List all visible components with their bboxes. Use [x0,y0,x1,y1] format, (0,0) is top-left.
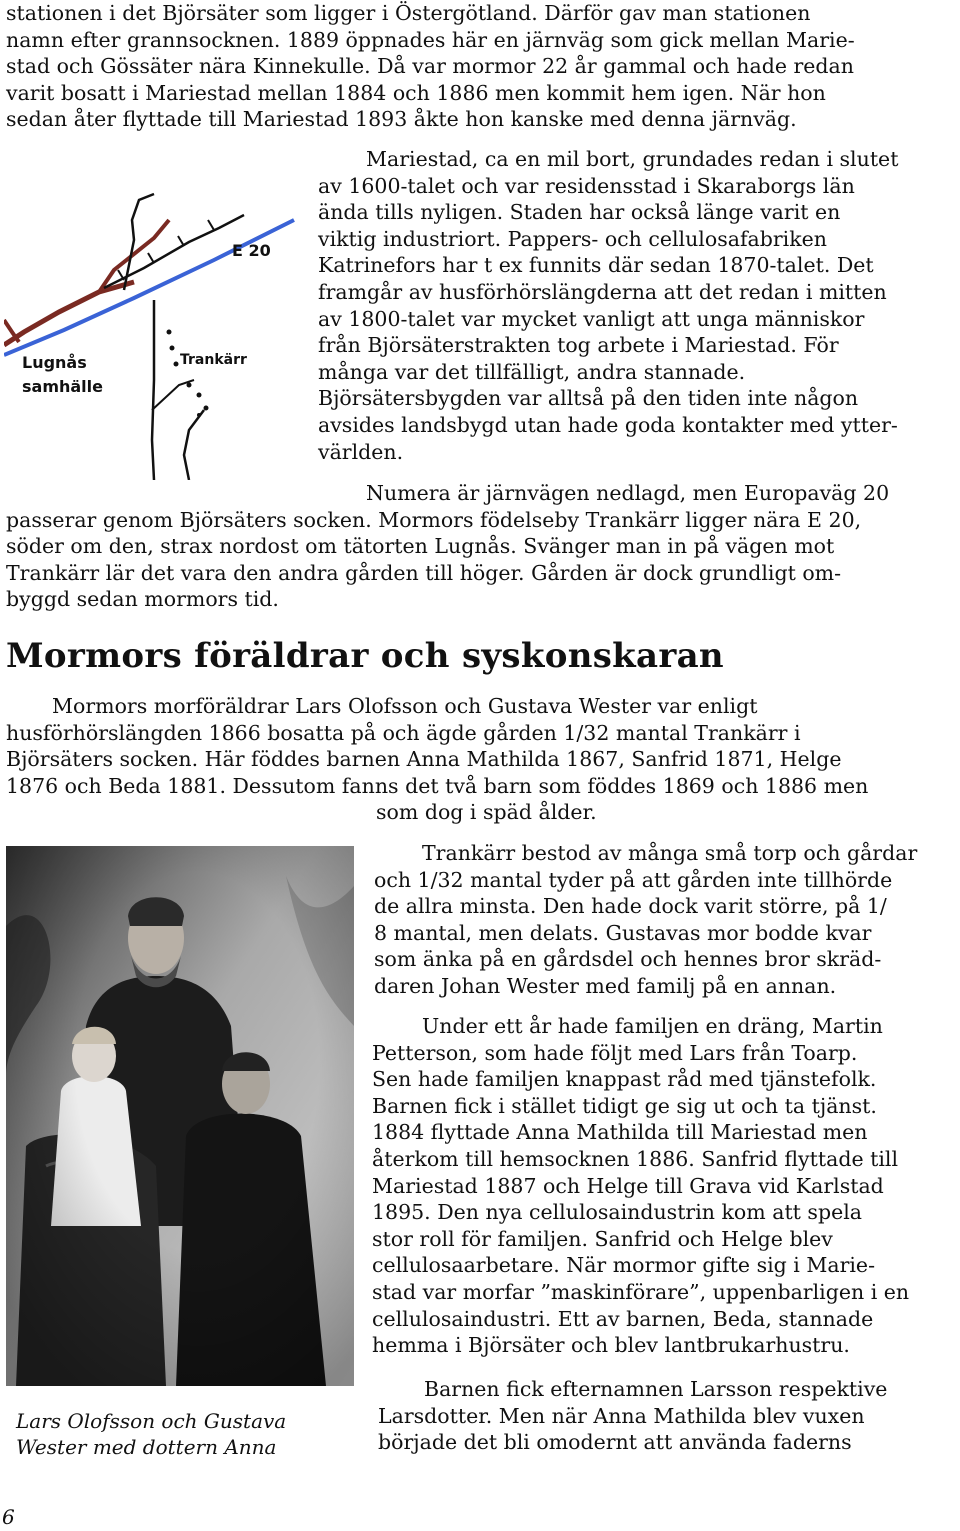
text-line: många var det tillfälligt, andra stannade. [318,359,746,384]
text-line: husförhörslängden 1866 bosatta på och ägde gården 1/32 mantal Trankärr i [6,720,801,745]
text-line: byggd sedan mormors tid. [6,587,279,612]
text-line: återkom till hemsocknen 1886. Sanfrid flyttade till [372,1146,899,1171]
south-road [152,300,154,480]
surname-paragraph [378,1376,938,1456]
text-line: började det bli omodernt att använda faderns [378,1430,852,1455]
text-line: Björsäters socken. Här föddes barnen Anna Mathilda 1867, Sanfrid 1871, Helge [6,747,842,772]
caption-line: Wester med dottern Anna [16,1435,277,1459]
text-line: cellulosaarbetare. När mormor gifte sig i Marie- [372,1253,875,1278]
family-photo-drawing [6,846,354,1386]
text-line: stad och Gössäter nära Kinnekulle. Då var mormor 22 år gammal och hade redan [6,54,854,79]
town-label-line1: Lugnås [22,353,87,372]
old-railway-line [4,282,134,345]
text-line: som dog i späd ålder. [376,800,597,825]
text-line: Mariestad, ca en mil bort, grundades redan i slutet [366,147,899,171]
family-paragraph [372,1013,958,1359]
village-label: Trankärr [180,352,247,368]
text-line: namn efter grannsocknen. 1889 öppnades här en järnväg som gick mellan Marie- [6,27,855,52]
text-line: Björsätersbygden var alltså på den tiden inte någon [318,386,859,411]
text-line: varit bosatt i Mariestad mellan 1884 och 1886 men kommit hem igen. När hon [6,80,826,105]
text-line: viktig industriort. Pappers- och cellulosafabriken [318,226,827,251]
text-line: Katrinefors har t ex funnits där sedan 1870-talet. Det [318,253,874,278]
text-line: 1876 och Beda 1881. Dessutom fanns det två barn som föddes 1869 och 1886 men [6,773,869,798]
text-line: världen. [318,439,404,464]
text-line: Barnen fick efternamnen Larsson respektive [424,1377,888,1401]
parents-paragraph [6,693,950,826]
farm-dots [167,330,209,418]
text-line: ända tills nyligen. Staden har också länge varit en [318,200,841,225]
text-line: Trankärr bestod av många små torp och gårdar [422,841,918,865]
text-line: avsides landsbygd utan hade goda kontakter med ytter- [318,412,898,437]
text-line: de allra minsta. Den hade dock varit större, på 1/ [374,894,887,919]
text-line: som änka på en gårdsdel och hennes bror skräd- [374,947,882,972]
text-line: Petterson, som hade följt med Lars från Toarp. [372,1040,858,1065]
railway-map-drawing [4,180,304,480]
text-line: söder om den, strax nordost om tätorten Lugnås. Svänger man in på vägen mot [6,534,835,559]
text-line: stationen i det Björsäter som ligger i Östergötland. Därför gav man stationen [6,1,811,25]
caption-line: Lars Olofsson och Gustava [16,1409,287,1433]
text-line: Mariestad 1887 och Helge till Grava vid Karlstad [372,1173,884,1198]
south-east-road [184,410,204,480]
mariestad-paragraph [318,146,958,465]
text-line: av 1800-talet var mycket vanligt att unga människor [318,306,865,331]
text-line: Under ett år hade familjen en dräng, Martin [422,1014,883,1038]
trankarr-paragraph [374,840,958,1000]
page-number: 6 [2,1505,15,1529]
text-line: cellulosaindustri. Ett av barnen, Beda, stannade [372,1306,874,1331]
intro-paragraph [6,0,946,133]
text-line: 1895. Den nya cellulosaindustrin kom att spela [372,1200,862,1225]
text-line: Trankärr lär det vara den andra gården till höger. Gården är dock grundligt om- [6,560,842,585]
road-label: E 20 [232,241,271,260]
text-line: och 1/32 mantal tyder på att gården inte tillhörde [374,867,893,892]
text-line: av 1600-talet och var residensstad i Skaraborgs län [318,173,855,198]
railway-paragraph [6,480,946,613]
text-line: från Björsäterstrakten tog arbete i Mariestad. För [318,333,839,358]
text-line: sedan åter flyttade till Mariestad 1893 åkte hon kanske med denna järnväg. [6,107,797,132]
text-line: framgår av husförhörslängderna att det redan i mitten [318,279,887,304]
text-line: Sen hade familjen knappast råd med tjänstefolk. [372,1067,877,1092]
text-line: passerar genom Björsäters socken. Mormors födelseby Trankärr ligger nära E 20, [6,507,862,532]
railway-map [4,180,304,480]
photo-caption [16,1408,286,1460]
family-photo [6,846,354,1386]
town-label-line2: samhälle [22,377,103,396]
text-line: hemma i Björsäter och blev lantbrukarhustru. [372,1333,850,1358]
text-line: Mormors morföräldrar Lars Olofsson och Gustava Wester var enligt [52,694,758,718]
text-line: stor roll för familjen. Sanfrid och Helge blev [372,1226,833,1251]
text-line: Larsdotter. Men när Anna Mathilda blev vuxen [378,1403,865,1428]
text-line: 8 mantal, men delats. Gustavas mor bodde kvar [374,920,872,945]
text-line: Barnen fick i stället tidigt ge sig ut och ta tjänst. [372,1093,877,1118]
section-heading: Mormors föräldrar och syskonskaran [6,636,724,676]
text-line: 1884 flyttade Anna Mathilda till Mariestad men [372,1120,868,1145]
text-line: stad var morfar ”maskinförare”, uppenbarligen i en [372,1279,910,1304]
text-line: daren Johan Wester med familj på en annan. [374,973,837,998]
text-line: Numera är järnvägen nedlagd, men Europaväg 20 [366,481,890,505]
